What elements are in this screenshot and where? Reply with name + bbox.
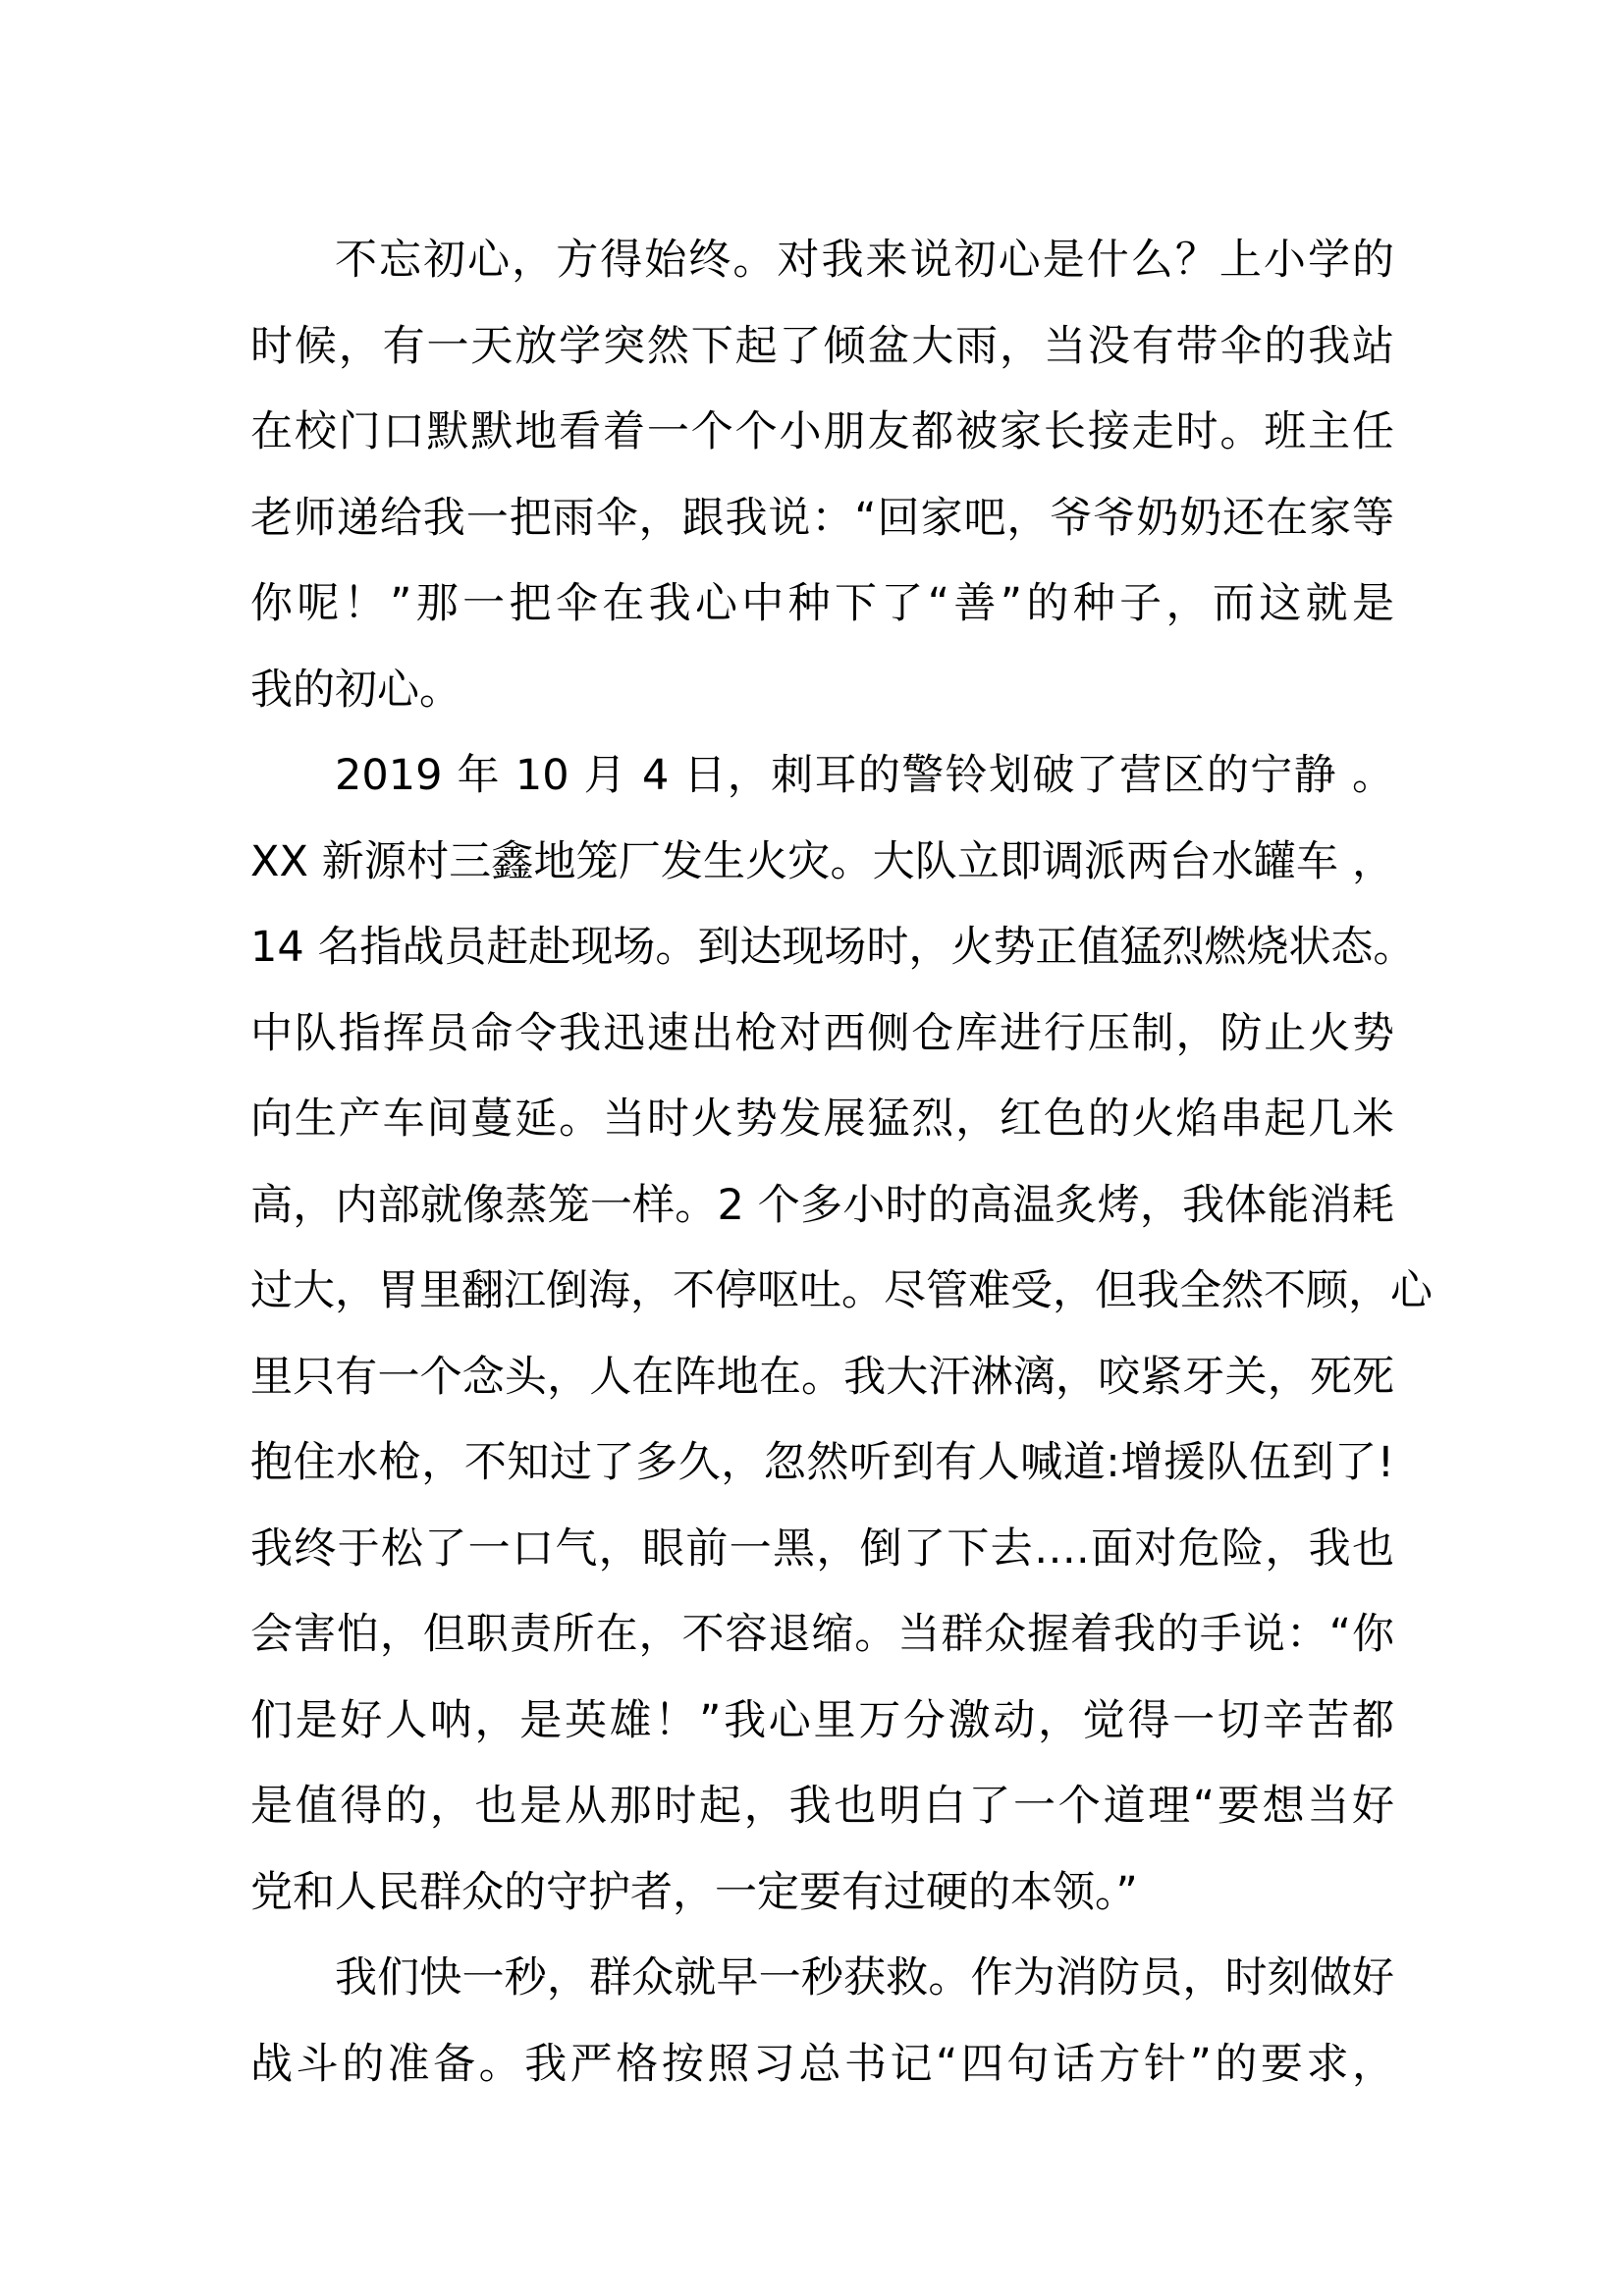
text-line: 过大，胃里翻江倒海，不停呕吐。尽管难受，但我全然不顾，心 (250, 1266, 1433, 1315)
paragraph (250, 218, 1394, 733)
paragraph (250, 733, 1433, 1936)
text-line: 老师递给我一把雨伞，跟我说：“回家吧，爷爷奶奶还在家等 (250, 493, 1394, 543)
text-line: 战斗的准备。我严格按照习总书记“四句话方针”的要求， (250, 2039, 1394, 2089)
text-line: 会害怕，但职责所在，不容退缩。当群众握着我的手说：“你 (250, 1610, 1394, 1659)
text-line: 抱住水枪，不知过了多久，忽然听到有人喊道:增援队伍到了! (250, 1438, 1394, 1487)
text-line: 我的初心。 (250, 665, 461, 715)
paragraph (250, 1936, 1394, 2108)
text-line: 在校门口默默地看着一个个小朋友都被家长接走时。班主任 (250, 407, 1394, 456)
text-line: 党和人民群众的守护者，一定要有过硬的本领。” (250, 1867, 1138, 1917)
text-line: 高，内部就像蒸笼一样。2 个多小时的高温炙烤，我体能消耗 (250, 1180, 1394, 1230)
text-line: 是值得的，也是从那时起，我也明白了一个道理“要想当好 (250, 1782, 1394, 1831)
text-line: 里只有一个念头，人在阵地在。我大汗淋漓，咬紧牙关，死死 (250, 1352, 1394, 1402)
text-line: 14 名指战员赶赴现场。到达现场时，火势正值猛烈燃烧状态。 (250, 923, 1416, 972)
text-line: XX 新源村三鑫地笼厂发生火灾。大队立即调派两台水罐车 ， (250, 836, 1394, 886)
text-line: 们是好人呐，是英雄！”我心里万分激动，觉得一切辛苦都 (250, 1695, 1394, 1745)
text-line: 我们快一秒，群众就早一秒获救。作为消防员，时刻做好 (335, 1953, 1394, 2002)
document-body (250, 218, 1433, 2108)
text-line: 向生产车间蔓延。当时火势发展猛烈，红色的火焰串起几米 (250, 1095, 1394, 1144)
text-line: 时候，有一天放学突然下起了倾盆大雨，当没有带伞的我站 (250, 321, 1394, 371)
text-line: 我终于松了一口气，眼前一黑，倒了下去….面对危险，我也 (250, 1523, 1394, 1574)
text-line: 你呢！”那一把伞在我心中种下了“善”的种子，而这就是 (250, 579, 1394, 628)
text-line: 不忘初心，方得始终。对我来说初心是什么？上小学的 (335, 236, 1394, 285)
text-line: 2019 年 10 月 4 日，刺耳的警铃划破了营区的宁静 。 (335, 751, 1394, 800)
text-line: 中队指挥员命令我迅速出枪对西侧仓库进行压制，防止火势 (250, 1008, 1394, 1058)
